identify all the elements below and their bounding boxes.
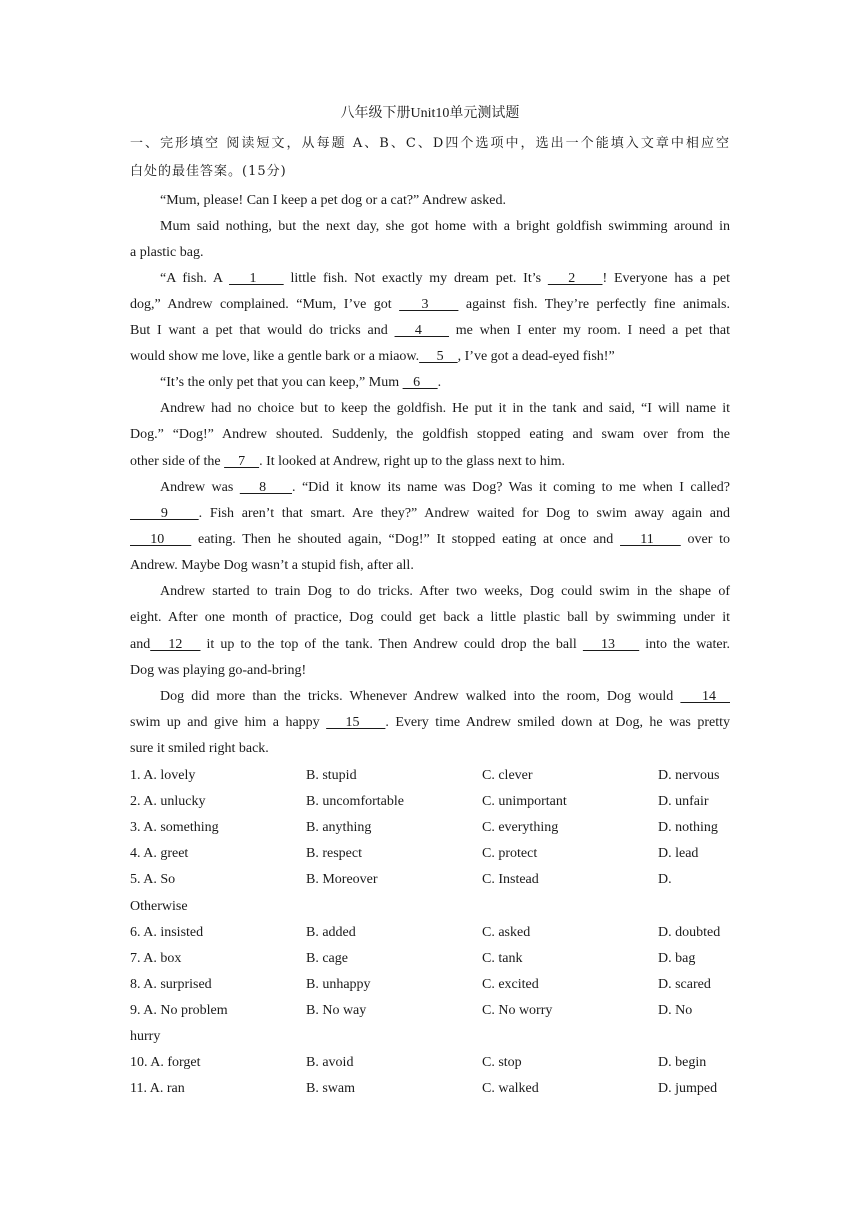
question-2-option-d: D. unfair bbox=[658, 794, 709, 809]
blank-2: 2 bbox=[547, 271, 603, 286]
question-4-option-b: B. respect bbox=[306, 846, 362, 861]
passage-line: Mum said nothing, but the next day, she got home with a bright goldfish swimming around in bbox=[160, 219, 730, 234]
question-9-option-b: B. No way bbox=[306, 1003, 367, 1018]
question-7-option-d: D. bag bbox=[658, 951, 696, 966]
blank-8: 8 bbox=[239, 480, 293, 495]
passage-line: Andrew had no choice but to keep the goldfish. He put it in the tank and said, “I will name it bbox=[160, 401, 730, 416]
passage-line: Dog.” “Dog!” Andrew shouted. Suddenly, the goldfish stopped eating and swam over from the bbox=[130, 427, 730, 442]
question-8-option-b: B. unhappy bbox=[306, 977, 371, 992]
question-10-option-a: 10. A. forget bbox=[130, 1055, 201, 1070]
blank-7: 7 bbox=[224, 454, 260, 469]
section-instruction-line-2: 白处的最佳答案。(15分) bbox=[130, 164, 287, 179]
question-5-option-d: D. bbox=[658, 872, 672, 887]
question-5-option-b: B. Moreover bbox=[306, 872, 378, 887]
blank-13: 13 bbox=[582, 637, 640, 652]
question-10-option-c: C. stop bbox=[482, 1055, 522, 1070]
question-11-option-c: C. walked bbox=[482, 1081, 539, 1096]
question-3-option-c: C. everything bbox=[482, 820, 559, 835]
question-1-option-a: 1. A. lovely bbox=[130, 768, 196, 783]
question-11-option-b: B. swam bbox=[306, 1081, 355, 1096]
question-3-option-b: B. anything bbox=[306, 820, 372, 835]
question-4-option-d: D. lead bbox=[658, 846, 699, 861]
passage-line: eight. After one month of practice, Dog could get back a little plastic ball by swimming under it bbox=[130, 610, 730, 625]
blank-10: 10 bbox=[130, 532, 192, 547]
blank-9: 9 bbox=[130, 506, 199, 521]
passage-line: swim up and give him a happy 15 . Every time Andrew smiled down at Dog, he was pretty bbox=[130, 715, 730, 730]
question-2-option-a: 2. A. unlucky bbox=[130, 794, 206, 809]
question-1-option-d: D. nervous bbox=[658, 768, 720, 783]
passage-line: “It’s the only pet that you can keep,” Mum 6 . bbox=[160, 375, 442, 390]
question-10-option-d: D. begin bbox=[658, 1055, 707, 1070]
question-8-option-a: 8. A. surprised bbox=[130, 977, 212, 992]
question-6-option-a: 6. A. insisted bbox=[130, 925, 204, 940]
passage-line: Dog was playing go-and-bring! bbox=[130, 663, 307, 678]
question-7-option-c: C. tank bbox=[482, 951, 523, 966]
passage-line: “A fish. A 1 little fish. Not exactly my dream pet. It’s 2 ! Everyone has a pet bbox=[160, 271, 731, 286]
passage-line: a plastic bag. bbox=[130, 245, 204, 260]
question-1-option-c: C. clever bbox=[482, 768, 533, 783]
question-5-option-c: C. Instead bbox=[482, 872, 539, 887]
page-title: 八年级下册Unit10单元测试题 bbox=[340, 106, 520, 121]
question-11-option-a: 11. A. ran bbox=[130, 1081, 185, 1096]
question-7-option-a: 7. A. box bbox=[130, 951, 182, 966]
question-9-option-d-wrap: hurry bbox=[130, 1029, 161, 1044]
question-5-option-d-wrap: Otherwise bbox=[130, 899, 188, 914]
question-9-option-c: C. No worry bbox=[482, 1003, 553, 1018]
question-3-option-d: D. nothing bbox=[658, 820, 718, 835]
blank-12: 12 bbox=[150, 637, 201, 652]
question-2-option-b: B. uncomfortable bbox=[306, 794, 404, 809]
question-6-option-b: B. added bbox=[306, 925, 356, 940]
question-4-option-a: 4. A. greet bbox=[130, 846, 189, 861]
passage-line: Dog did more than the tricks. Whenever Andrew walked into the room, Dog would 14 bbox=[160, 689, 730, 704]
question-5-option-a: 5. A. So bbox=[130, 872, 176, 887]
passage-line: other side of the 7 . It looked at Andrew, right up to the glass next to him. bbox=[130, 454, 565, 469]
blank-11: 11 bbox=[620, 532, 681, 547]
question-8-option-c: C. excited bbox=[482, 977, 539, 992]
question-1-option-b: B. stupid bbox=[306, 768, 357, 783]
blank-6: 6 bbox=[402, 375, 438, 390]
question-8-option-d: D. scared bbox=[658, 977, 711, 992]
passage-line: and 12 it up to the top of the tank. Then Andrew could drop the ball 13 into the water. bbox=[130, 637, 731, 652]
blank-14: 14 bbox=[680, 689, 730, 704]
passage-line: Andrew. Maybe Dog wasn’t a stupid fish, after all. bbox=[130, 558, 414, 573]
question-6-option-d: D. doubted bbox=[658, 925, 721, 940]
passage-line: 9 . Fish aren’t that smart. Are they?” Andrew waited for Dog to swim away again and bbox=[130, 506, 731, 521]
section-instruction-line-1: 一、完形填空 阅读短文，从每题 A、B、C、D四个选项中，选出一个能填入文章中相应空 bbox=[130, 136, 730, 151]
passage-line: dog,” Andrew complained. “Mum, I’ve got 3 against fish. They’re perfectly fine animals. bbox=[130, 297, 730, 312]
blank-1: 1 bbox=[229, 271, 284, 286]
question-11-option-d: D. jumped bbox=[658, 1081, 718, 1096]
question-10-option-b: B. avoid bbox=[306, 1055, 354, 1070]
blank-5: 5 bbox=[419, 349, 458, 364]
question-7-option-b: B. cage bbox=[306, 951, 348, 966]
passage-line: would show me love, like a gentle bark or a miaow. 5 , I’ve got a dead-eyed fish!” bbox=[130, 349, 615, 364]
question-3-option-a: 3. A. something bbox=[130, 820, 219, 835]
passage-line: 10 eating. Then he shouted again, “Dog!” It stopped eating at once and 11 over to bbox=[130, 532, 731, 547]
blank-4: 4 bbox=[394, 323, 450, 338]
question-9-option-a: 9. A. No problem bbox=[130, 1003, 228, 1018]
passage-line: Andrew was 8 . “Did it know its name was Dog? Was it coming to me when I called? bbox=[160, 480, 731, 495]
passage-line: “Mum, please! Can I keep a pet dog or a cat?” Andrew asked. bbox=[160, 193, 506, 208]
question-9-option-d: D. No bbox=[658, 1003, 693, 1018]
question-4-option-c: C. protect bbox=[482, 846, 538, 861]
passage-line: But I want a pet that would do tricks and 4 me when I enter my room. I need a pet that bbox=[130, 323, 731, 338]
passage-line: Andrew started to train Dog to do tricks. After two weeks, Dog could swim in the shape of bbox=[160, 584, 730, 599]
passage-line: sure it smiled right back. bbox=[130, 741, 269, 756]
question-2-option-c: C. unimportant bbox=[482, 794, 567, 809]
question-6-option-c: C. asked bbox=[482, 925, 531, 940]
blank-15: 15 bbox=[326, 715, 386, 730]
blank-3: 3 bbox=[399, 297, 459, 312]
